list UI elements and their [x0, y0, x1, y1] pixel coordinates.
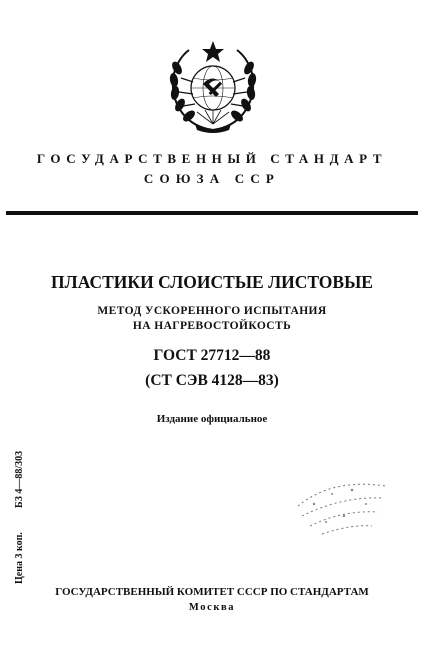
- edition-note: Издание официальное: [156, 413, 268, 425]
- price-note: Цена 3 коп.: [14, 532, 25, 584]
- bz-code: БЗ 4—88/303: [14, 450, 25, 508]
- header-line-2: СОЮЗА ССР: [143, 171, 281, 186]
- document-title: ПЛАСТИКИ СЛОИСТЫЕ ЛИСТОВЫЕ: [51, 272, 373, 292]
- document-subtitle-line-2: НА НАГРЕВОСТОЙКОСТЬ: [132, 320, 292, 332]
- header-line-1: ГОСУДАРСТВЕННЫЙ СТАНДАРТ: [36, 151, 388, 166]
- header-divider: [6, 211, 418, 215]
- ussr-state-emblem-icon: [163, 38, 263, 136]
- faded-stamp-icon: [292, 476, 392, 538]
- document-subtitle-line-1: МЕТОД УСКОРЕННОГО ИСПЫТАНИЯ: [97, 305, 327, 317]
- standard-number: ГОСТ 27712—88: [153, 347, 271, 364]
- publisher-city: Москва: [188, 602, 236, 613]
- publisher-committee: ГОСУДАРСТВЕННЫЙ КОМИТЕТ СССР ПО СТАНДАРТАМ: [55, 586, 369, 598]
- cmea-standard-number: (СТ СЭВ 4128—83): [145, 372, 279, 389]
